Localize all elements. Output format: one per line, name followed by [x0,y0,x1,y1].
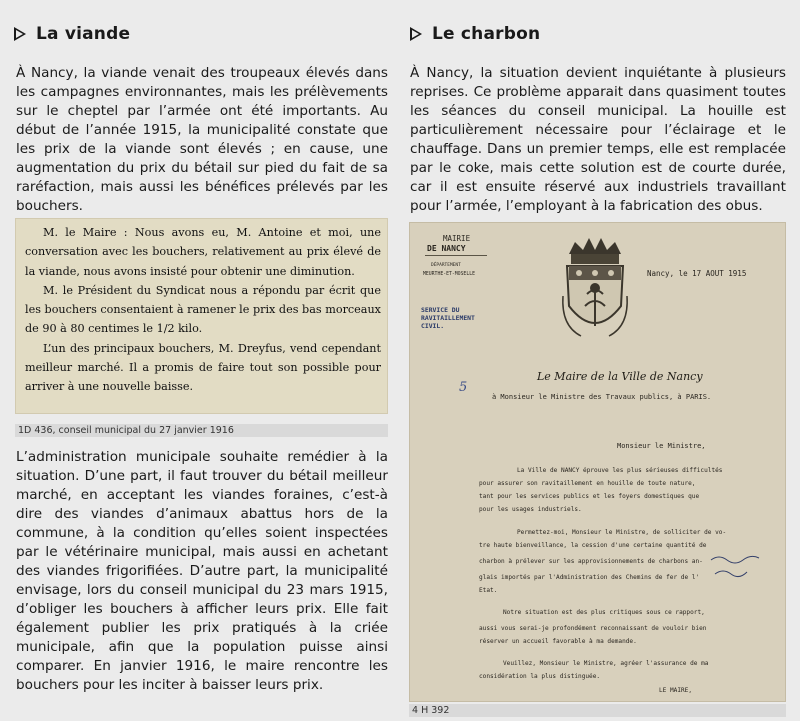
caption-bar [409,704,786,717]
letter-signature: LE MAIRE, [659,687,693,694]
triangle-bullet-icon [14,27,26,41]
letter-header-dept2: MEURTHE-ET-MOSELLE [423,272,475,277]
charbon-intro-paragraph: À Nancy, la situation devient inquiétante à plusieurs reprises. Ce problème apparait dans quasiment toutes les séances du conseil municipal. La houille est particulièrement nécessaire pour l’éclairage et le chauffage. Dans un premier temps, elle est remplacée par le coke, mais cette solution est de courte durée, car il est ensuite réservé aux industriels travaillant pour l’armée, l’employant à la fabrication des obus. [410,65,786,214]
letter-sender: Le Maire de la Ville de Nancy [537,370,703,383]
quote-paragraph: M. le Maire : Nous avons eu, M. Antoine et moi, une conversation avec les bouchers, relativement au prix élevé de la viande, nous avons insisté pour obtenir une diminution. [25,226,381,278]
letter-header-mairie: MAIRIE [443,234,471,243]
viande-intro-paragraph: À Nancy, la viande venait des troupeaux élevés dans les campagnes environnantes, mais les prélèvements sur le cheptel par l’armée ont été importants. Au début de l’année 1915, la municipalité constate que les prix de la viande sont élevés ; en cause, une augmentation du prix du bétail sur pied du fait de sa raréfaction, mais aussi les bénéfices prélevés par les bouchers. [16,65,388,214]
letter-service-stamp: SERVICE DU RAVITAILLEMENT CIVIL. [421,306,475,330]
section-heading-viande: La viande [14,22,130,46]
handwritten-annotation-icon [709,552,779,582]
letter-line: considération la plus distinguée. [479,673,601,680]
letter-line: aussi vous serai-je profondément reconnaissant de vouloir bien [479,625,707,632]
letter-line: Notre situation est des plus critiques sous ce rapport, [503,609,705,616]
margin-note: 5 [459,380,468,395]
letter-line: Etat. [479,587,498,594]
quote-paragraph: L’un des principaux bouchers, M. Dreyfus, vend cependant meilleur marché. Il a promis de faire tout son possible pour arriver à une nouvelle baisse. [25,341,381,394]
viande-measures-paragraph: L’administration municipale souhaite remédier à la situation. D’une part, il faut trouver du bétail meilleur marché, en acceptant les viandes foraines, c’est-à dire des viandes d’animaux abattus hors de la commune, à la condition qu’elles soient inspectées par le vétérinaire municipal, mais aussi en achetant des viandes frigorifiées. D’autre part, la municipalité envisage, lors du conseil municipal du 23 mars 1915, d’obliger les bouchers à afficher leurs prix. Elle fait également publier les prix pratiqués à la criée municipale, afin que la population puisse ainsi comparer. En janvier 1916, le maire rencontre les bouchers pour les inciter à baisser leurs prix. [16,449,388,693]
council-quote-excerpt [15,218,388,414]
letter-date: Nancy, le 17 AOUT 1915 [647,269,747,278]
archive-letter-image [409,222,786,702]
letter-caption: 4 H 392 [412,705,450,716]
letter-line: Permettez-moi, Monsieur le Ministre, de solliciter de vo- [517,529,727,536]
letter-line: pour les usages industriels. [479,506,582,513]
nancy-coat-of-arms-icon [559,236,631,346]
section-heading-charbon: Le charbon [410,22,540,46]
letter-recipient: à Monsieur le Ministre des Travaux publics, à PARIS. [492,393,712,401]
letter-line: réserver un accueil favorable à ma demande. [479,638,637,645]
letter-line: pour assurer son ravitaillement en houille de toute nature, [479,480,696,487]
letter-line: tant pour les services publics et les foyers domestiques que [479,493,700,500]
letter-salutation: Monsieur le Ministre, [617,442,706,450]
letter-header-dept: DÉPARTEMENT [431,263,461,268]
divider [425,255,487,256]
letter-line: La Ville de NANCY éprouve les plus sérieuses difficultés [517,467,723,474]
triangle-bullet-icon [410,27,422,41]
letter-line: Veuillez, Monsieur le Ministre, agréer l'assurance de ma [503,660,709,667]
letter-header-city: DE NANCY [427,244,466,253]
letter-line: charbon à prélever sur les approvisionnements de charbons an- [479,558,703,565]
quote-paragraph: M. le Président du Syndicat nous a répondu par écrit que les bouchers consentaient à ramener le prix des bas morceaux de 90 à 80 centimes le 1/2 kilo. [25,283,381,336]
quote-caption: 1D 436, conseil municipal du 27 janvier 1916 [18,425,234,436]
letter-line: tre haute bienveillance, la cession d'une certaine quantité de [479,542,707,549]
letter-line: glais importés par l'Administration des Chemins de fer de l' [479,574,700,581]
